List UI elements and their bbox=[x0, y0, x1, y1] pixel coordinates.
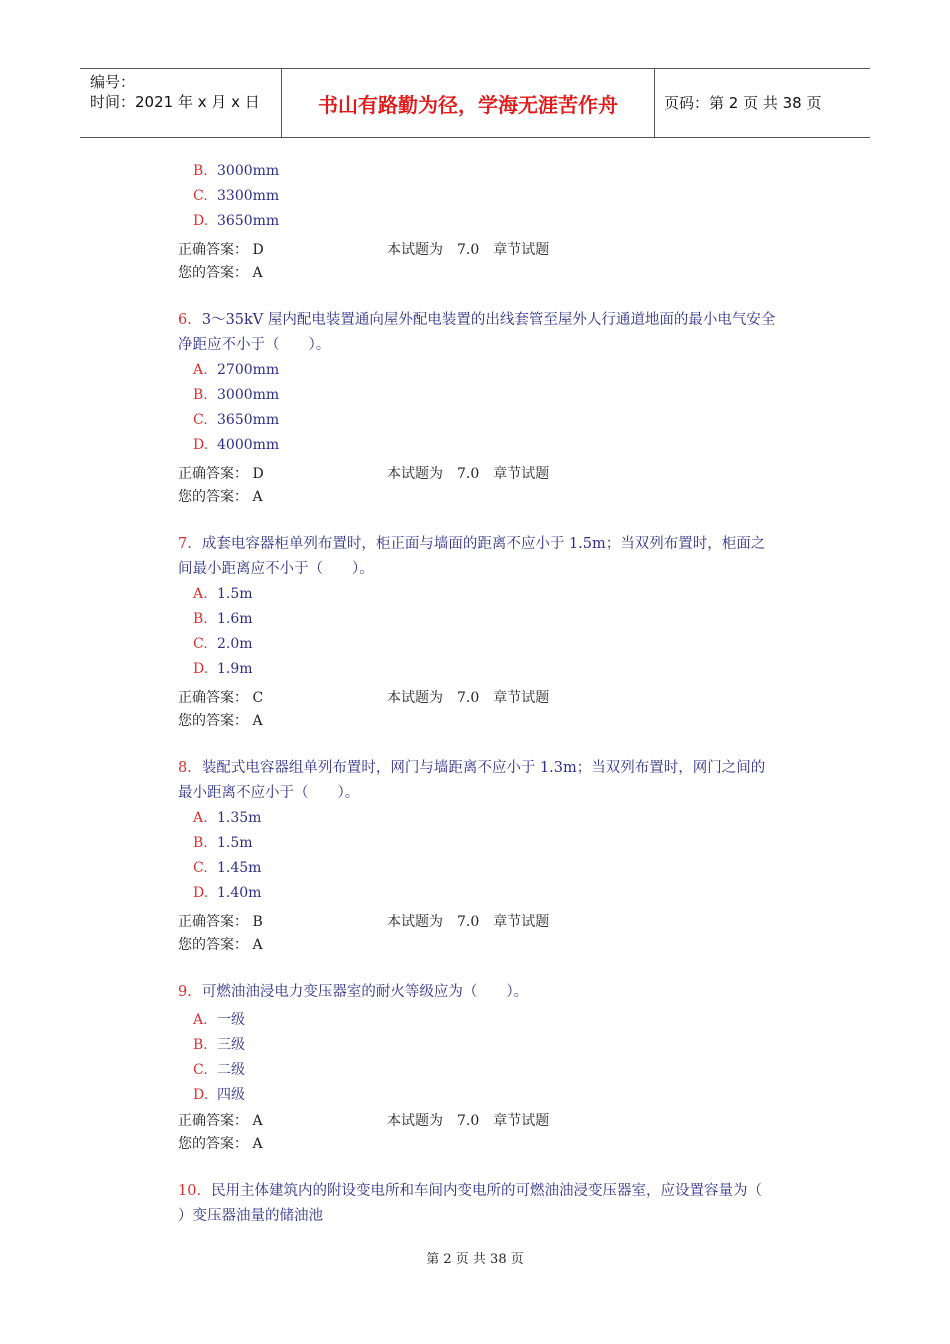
yours-label: 您的答案： bbox=[178, 265, 248, 281]
question-number: 8. bbox=[178, 760, 192, 776]
yours-label: 您的答案： bbox=[178, 1136, 248, 1152]
your-answer bbox=[178, 1133, 263, 1153]
question-6 bbox=[178, 308, 828, 358]
question-9 bbox=[178, 980, 828, 1005]
question-number: 6. bbox=[178, 312, 192, 328]
correct-label: 正确答案： bbox=[178, 1113, 248, 1129]
question-10 bbox=[178, 1179, 828, 1229]
option-d bbox=[193, 437, 279, 453]
correct-value: C bbox=[252, 690, 264, 706]
score-value: 7.0 bbox=[457, 914, 480, 930]
score-value: 7.0 bbox=[457, 242, 480, 258]
time-label: 时间：2021 年 x 月 x 日 bbox=[90, 93, 260, 111]
option-d bbox=[193, 885, 261, 901]
yours-value: A bbox=[252, 489, 263, 505]
option-text: 1.5m bbox=[217, 586, 253, 602]
question-type: 章节试题 bbox=[493, 914, 550, 930]
header-page-info: 页码：第 2 页 共 38 页 bbox=[664, 94, 822, 112]
option-letter: D. bbox=[193, 885, 209, 901]
option-letter: C. bbox=[193, 188, 208, 204]
option-d bbox=[193, 213, 279, 229]
option-c bbox=[193, 412, 279, 428]
option-letter: B. bbox=[193, 387, 208, 403]
correct-value: D bbox=[252, 242, 264, 258]
your-answer bbox=[178, 934, 263, 954]
option-a bbox=[193, 586, 253, 602]
option-letter: A. bbox=[193, 1012, 208, 1028]
header-divider bbox=[654, 69, 655, 137]
header-motto: 书山有路勤为径，学海无涯苦作舟 bbox=[318, 93, 618, 117]
question-number: 7. bbox=[178, 536, 192, 552]
question-text-line2: 间最小距离应不小于（ ）。 bbox=[178, 561, 374, 577]
option-letter: A. bbox=[193, 810, 208, 826]
option-letter: D. bbox=[193, 213, 209, 229]
option-a bbox=[193, 810, 261, 826]
question-number: 10. bbox=[178, 1183, 202, 1199]
option-letter: D. bbox=[193, 437, 209, 453]
option-text: 1.9m bbox=[217, 661, 253, 677]
correct-label: 正确答案： bbox=[178, 914, 248, 930]
option-b bbox=[193, 387, 279, 403]
option-letter: C. bbox=[193, 1062, 208, 1078]
yours-value: A bbox=[252, 937, 263, 953]
yours-value: A bbox=[252, 1136, 263, 1152]
option-letter: D. bbox=[193, 661, 209, 677]
correct-answer bbox=[178, 687, 263, 707]
option-letter: C. bbox=[193, 412, 208, 428]
option-d bbox=[193, 661, 253, 677]
option-letter: B. bbox=[193, 1037, 208, 1053]
score-label: 本试题为 bbox=[387, 1113, 443, 1129]
your-answer bbox=[178, 486, 263, 506]
option-text: 3000mm bbox=[217, 163, 280, 179]
question-text-line1: 民用主体建筑内的附设变电所和车间内变电所的可燃油油浸变压器室，应设置容量为（ bbox=[211, 1183, 763, 1199]
option-text: 1.35m bbox=[217, 810, 262, 826]
question-type: 章节试题 bbox=[493, 1113, 550, 1129]
option-c bbox=[193, 860, 261, 876]
option-letter: D. bbox=[193, 1087, 209, 1103]
question-text-line2: ）变压器油量的储油池 bbox=[178, 1208, 323, 1224]
question-7 bbox=[178, 532, 828, 582]
yours-value: A bbox=[252, 265, 263, 281]
score-label: 本试题为 bbox=[387, 690, 443, 706]
option-letter: B. bbox=[193, 163, 208, 179]
yours-label: 您的答案： bbox=[178, 937, 248, 953]
correct-label: 正确答案： bbox=[178, 690, 248, 706]
option-letter: B. bbox=[193, 835, 208, 851]
option-b bbox=[193, 835, 253, 851]
score-label: 本试题为 bbox=[387, 914, 443, 930]
option-text: 1.40m bbox=[217, 885, 262, 901]
option-letter: A. bbox=[193, 586, 208, 602]
question-8 bbox=[178, 756, 828, 806]
your-answer bbox=[178, 710, 263, 730]
page-footer: 第 2 页 共 38 页 bbox=[426, 1252, 524, 1267]
option-text: 一级 bbox=[217, 1012, 245, 1028]
option-a bbox=[193, 1009, 245, 1029]
score-info bbox=[387, 1110, 563, 1130]
option-text: 1.45m bbox=[217, 860, 262, 876]
option-text: 2.0m bbox=[217, 636, 253, 652]
yours-value: A bbox=[252, 713, 263, 729]
option-letter: A. bbox=[193, 362, 208, 378]
correct-label: 正确答案： bbox=[178, 242, 248, 258]
option-text: 4000mm bbox=[217, 437, 280, 453]
question-text-line1: 3～35kV 屋内配电装置通向屋外配电装置的出线套管至屋外人行通道地面的最小电气安全 bbox=[201, 312, 776, 328]
option-text: 2700mm bbox=[217, 362, 280, 378]
score-info bbox=[387, 687, 563, 707]
option-c bbox=[193, 1059, 245, 1079]
question-type: 章节试题 bbox=[493, 466, 550, 482]
option-text: 3650mm bbox=[217, 412, 280, 428]
score-label: 本试题为 bbox=[387, 242, 443, 258]
score-info bbox=[387, 463, 563, 483]
question-text-line1: 成套电容器柜单列布置时，柜正面与墙面的距离不应小于 1.5m；当双列布置时，柜面之 bbox=[201, 536, 766, 552]
correct-answer bbox=[178, 911, 263, 931]
score-label: 本试题为 bbox=[387, 466, 443, 482]
question-text-line1: 装配式电容器组单列布置时，网门与墙距离不应小于 1.3m；当双列布置时，网门之间的 bbox=[201, 760, 766, 776]
score-info bbox=[387, 911, 563, 931]
option-text: 1.6m bbox=[217, 611, 253, 627]
score-info bbox=[387, 239, 563, 259]
question-type: 章节试题 bbox=[493, 242, 550, 258]
yours-label: 您的答案： bbox=[178, 713, 248, 729]
question-type: 章节试题 bbox=[493, 690, 550, 706]
question-text-line1: 可燃油油浸电力变压器室的耐火等级应为（ ）。 bbox=[201, 984, 529, 1000]
score-value: 7.0 bbox=[457, 466, 480, 482]
correct-answer bbox=[178, 239, 264, 259]
option-letter: C. bbox=[193, 860, 208, 876]
your-answer bbox=[178, 262, 263, 282]
correct-label: 正确答案： bbox=[178, 466, 248, 482]
score-value: 7.0 bbox=[457, 1113, 480, 1129]
option-text: 1.5m bbox=[217, 835, 253, 851]
question-text-line2: 净距应不小于（ ）。 bbox=[178, 337, 331, 353]
correct-answer bbox=[178, 463, 264, 483]
question-text-line2: 最小距离不应小于（ ）。 bbox=[178, 785, 360, 801]
option-text: 3300mm bbox=[217, 188, 280, 204]
correct-answer bbox=[178, 1110, 263, 1130]
yours-label: 您的答案： bbox=[178, 489, 248, 505]
option-letter: C. bbox=[193, 636, 208, 652]
option-b bbox=[193, 163, 279, 179]
correct-value: D bbox=[252, 466, 264, 482]
option-c bbox=[193, 188, 279, 204]
correct-value: B bbox=[252, 914, 263, 930]
option-b bbox=[193, 1034, 245, 1054]
option-text: 3650mm bbox=[217, 213, 280, 229]
option-b bbox=[193, 611, 253, 627]
option-text: 三级 bbox=[217, 1037, 245, 1053]
correct-value: A bbox=[252, 1113, 263, 1129]
question-number: 9. bbox=[178, 984, 192, 1000]
option-d bbox=[193, 1084, 245, 1104]
option-text: 二级 bbox=[217, 1062, 245, 1078]
option-text: 3000mm bbox=[217, 387, 280, 403]
option-text: 四级 bbox=[217, 1087, 245, 1103]
option-c bbox=[193, 636, 253, 652]
option-a bbox=[193, 362, 279, 378]
option-letter: B. bbox=[193, 611, 208, 627]
page-header bbox=[80, 68, 870, 138]
header-meta bbox=[90, 72, 260, 112]
id-label: 编号： bbox=[90, 73, 136, 91]
score-value: 7.0 bbox=[457, 690, 480, 706]
